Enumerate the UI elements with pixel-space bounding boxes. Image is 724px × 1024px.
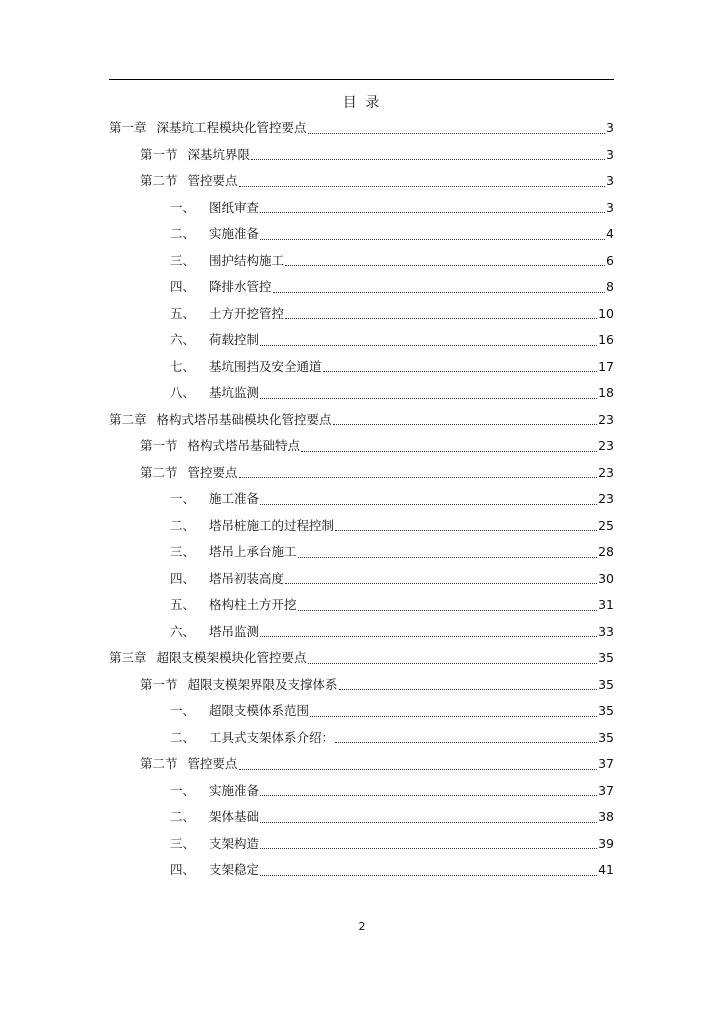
toc-entry-page: 3: [606, 146, 614, 162]
toc-entry-label: [170, 251, 284, 269]
toc-entry-text: 基坑围挡及安全通道: [208, 358, 322, 374]
toc-entry-page: 28: [598, 544, 614, 559]
toc-entry-label: [140, 145, 250, 163]
toc-entry-label: [140, 436, 300, 454]
toc-entry-label: [140, 171, 238, 189]
toc-entry-label: [170, 622, 259, 640]
toc-entry-ordinal: 二、: [170, 809, 196, 824]
toc-entry-text: 图纸审查: [208, 199, 259, 215]
toc-entry-text: 塔吊上承台施工: [208, 544, 297, 559]
toc-entry-page: 41: [598, 862, 614, 877]
toc-entry[interactable]: [170, 277, 614, 297]
toc-dot-leader: [260, 875, 597, 876]
toc-entry-text: 塔吊桩施工的过程控制: [208, 517, 334, 533]
toc-entry-ordinal: 三、: [170, 835, 196, 851]
toc-entry-page: 33: [598, 623, 614, 639]
toc-entry-text: 深基坑工程模块化管控要点: [156, 120, 307, 135]
toc-entry-text: 施工准备: [208, 491, 259, 506]
toc-entry-text: 支架构造: [208, 835, 259, 851]
toc-entry-text: 实施准备: [208, 782, 259, 798]
toc-entry-ordinal: 八、: [170, 385, 196, 400]
toc-entry-label: [170, 516, 334, 534]
toc-dot-leader: [285, 583, 597, 584]
toc-entry-ordinal: 五、: [170, 597, 196, 612]
toc-entry-ordinal: 第一章: [109, 120, 147, 135]
toc-entry-page: 6: [606, 252, 614, 268]
toc-entry[interactable]: [170, 807, 614, 827]
toc-dot-leader: [260, 398, 597, 399]
toc-dot-leader: [310, 716, 597, 717]
toc-entry-page: 35: [598, 650, 614, 665]
toc-entry-page: 35: [598, 676, 614, 692]
toc-dot-leader: [260, 239, 605, 240]
toc-entry-page: 31: [598, 597, 614, 612]
toc-dot-leader: [335, 530, 597, 531]
toc-dot-leader: [260, 345, 597, 346]
toc-entry-label: [109, 648, 307, 666]
toc-entry-ordinal: 四、: [170, 862, 196, 877]
toc-dot-leader: [339, 689, 598, 690]
toc-entry-label: [170, 489, 259, 507]
toc-entry-ordinal: 第一节: [140, 438, 178, 453]
header-rule: [109, 79, 614, 80]
toc-dot-leader: [260, 848, 597, 849]
toc-entry-ordinal: 三、: [170, 544, 196, 559]
toc-entry[interactable]: [170, 781, 614, 801]
toc-entry-text: 格构柱土方开挖: [208, 597, 297, 612]
toc-entry-label: [170, 330, 259, 348]
toc-entry-label: [109, 410, 332, 428]
toc-entry-text: 围护结构施工: [208, 252, 284, 268]
toc-dot-leader: [260, 212, 605, 213]
toc-entry[interactable]: [109, 410, 614, 430]
toc-entry-ordinal: 一、: [170, 703, 196, 718]
toc-entry-page: 4: [606, 226, 614, 241]
toc-entry[interactable]: [170, 701, 614, 721]
toc-entry-label: [170, 807, 259, 825]
toc-dot-leader: [260, 636, 597, 637]
toc-entry-text: 塔吊初装高度: [208, 570, 284, 586]
toc-entry-label: [140, 675, 338, 693]
toc-entry-label: [170, 728, 334, 746]
toc-entry-label: [170, 781, 259, 799]
toc-entry-page: 16: [598, 332, 614, 347]
toc-entry-label: [170, 542, 297, 560]
toc-entry[interactable]: [140, 145, 614, 165]
toc-dot-leader: [251, 159, 605, 160]
toc-entry-ordinal: 第二节: [140, 756, 178, 771]
toc-dot-leader: [260, 822, 597, 823]
toc-entry[interactable]: [140, 754, 614, 774]
toc-entry-page: 23: [598, 491, 614, 506]
toc-entry-page: 35: [598, 703, 614, 718]
toc-entry-ordinal: 二、: [170, 729, 196, 745]
toc-entry-text: 超限支模体系范围: [208, 703, 309, 718]
toc-entry-text: 土方开挖管控: [208, 305, 284, 321]
toc-entry-page: 3: [606, 199, 614, 215]
toc-dot-leader: [260, 795, 597, 796]
toc-dot-leader: [260, 504, 597, 505]
toc-dot-leader: [335, 742, 597, 743]
toc-entry-label: [170, 834, 259, 852]
toc-entry-text: 深基坑界限: [187, 146, 251, 162]
toc-entry-label: [170, 198, 259, 216]
toc-entry-text: 降排水管控: [208, 279, 272, 294]
toc-entry-label: [109, 118, 307, 136]
toc-entry-text: 架体基础: [208, 809, 259, 824]
toc-entry-label: [170, 569, 284, 587]
toc-entry-page: 37: [598, 782, 614, 798]
toc-entry-text: 格构式塔吊基础特点: [187, 438, 301, 453]
toc-dot-leader: [298, 557, 598, 558]
toc-dot-leader: [239, 477, 598, 478]
toc-entry-page: 37: [598, 756, 614, 771]
toc-entry[interactable]: [170, 198, 614, 218]
toc-entry[interactable]: [140, 675, 614, 695]
toc-entry[interactable]: [170, 622, 614, 642]
toc-entry-page: 8: [606, 279, 614, 294]
toc-entry[interactable]: [170, 860, 614, 880]
toc-entry-label: [170, 357, 322, 375]
toc-entry-text: 基坑监测: [208, 385, 259, 400]
toc-entry-label: [170, 383, 259, 401]
toc-entry-page: 39: [598, 835, 614, 851]
toc-entry[interactable]: [109, 118, 614, 138]
toc-entry-ordinal: 一、: [170, 199, 196, 215]
toc-entry-label: [140, 463, 238, 481]
toc-entry[interactable]: [109, 648, 614, 668]
toc-entry-ordinal: 六、: [170, 332, 196, 347]
toc-entry-ordinal: 第一节: [140, 676, 178, 692]
toc-entry-page: 3: [606, 120, 614, 135]
toc-entry-page: 3: [606, 173, 614, 188]
toc-entry[interactable]: [170, 251, 614, 271]
toc-entry[interactable]: [170, 542, 614, 562]
page-number: 2: [358, 920, 366, 933]
toc-entry[interactable]: [140, 171, 614, 191]
toc-entry-ordinal: 四、: [170, 570, 196, 586]
toc-dot-leader: [239, 769, 598, 770]
toc-dot-leader: [285, 265, 605, 266]
toc-entry-page: 18: [598, 385, 614, 400]
toc-entry-label: [170, 304, 284, 322]
toc-entry-text: 超限支模架模块化管控要点: [156, 650, 307, 665]
toc-dot-leader: [239, 186, 605, 187]
toc-entry[interactable]: [170, 383, 614, 403]
toc-dot-leader: [323, 371, 598, 372]
toc-entry[interactable]: [170, 595, 614, 615]
toc-entry-ordinal: 第三章: [109, 650, 147, 665]
toc-dot-leader: [298, 610, 598, 611]
toc-dot-leader: [301, 451, 597, 452]
toc-entry-label: [170, 860, 259, 878]
toc-entry-text: 管控要点: [187, 464, 238, 480]
toc-entry-text: 荷载控制: [208, 332, 259, 347]
toc-entry-ordinal: 六、: [170, 623, 196, 639]
toc-entry[interactable]: [170, 728, 614, 748]
toc-entry-page: 35: [598, 729, 614, 745]
toc-entry-label: [170, 595, 297, 613]
toc-entry-text: 格构式塔吊基础模块化管控要点: [156, 411, 332, 427]
toc-dot-leader: [308, 133, 605, 134]
toc-entry-text: 超限支模架界限及支撑体系: [187, 676, 338, 692]
toc-entry-ordinal: 第二节: [140, 173, 178, 188]
toc-entry-ordinal: 七、: [170, 358, 196, 374]
toc-entry-ordinal: 一、: [170, 782, 196, 798]
toc-title: 目 录: [342, 95, 382, 111]
toc-entry-label: [170, 701, 309, 719]
toc-entry-text: 工具式支架体系介绍：: [208, 729, 334, 745]
toc-entry[interactable]: [170, 330, 614, 350]
toc-entry-text: 支架稳定: [208, 862, 259, 877]
toc-entry-ordinal: 第二节: [140, 464, 178, 480]
toc-entry-label: [170, 224, 259, 242]
toc-entry-page: 30: [598, 570, 614, 586]
toc-entry[interactable]: [170, 834, 614, 854]
toc-entry-text: 管控要点: [187, 173, 238, 188]
toc-entry-label: [170, 277, 272, 295]
toc-entry-ordinal: 第二章: [109, 411, 147, 427]
toc-entry-text: 塔吊监测: [208, 623, 259, 639]
toc-entry-ordinal: 五、: [170, 305, 196, 321]
toc-entry-page: 17: [598, 358, 614, 374]
toc-entry[interactable]: [170, 224, 614, 244]
toc-entry-page: 23: [598, 464, 614, 480]
toc-entry[interactable]: [170, 489, 614, 509]
toc-entry-label: [140, 754, 238, 772]
toc-entry-ordinal: 二、: [170, 226, 196, 241]
toc-entry-page: 10: [598, 305, 614, 321]
toc-dot-leader: [273, 292, 606, 293]
toc-entry-text: 实施准备: [208, 226, 259, 241]
toc-entry[interactable]: [170, 357, 614, 377]
toc-dot-leader: [333, 424, 598, 425]
toc-entry[interactable]: [140, 436, 614, 456]
toc-entry-ordinal: 二、: [170, 517, 196, 533]
toc-entry-text: 管控要点: [187, 756, 238, 771]
toc-entry[interactable]: [170, 304, 614, 324]
toc-entry-page: 23: [598, 411, 614, 427]
toc-entry-page: 23: [598, 438, 614, 453]
toc-entry-ordinal: 第一节: [140, 146, 178, 162]
toc-entry-page: 38: [598, 809, 614, 824]
toc-entry-ordinal: 四、: [170, 279, 196, 294]
toc-entry[interactable]: [140, 463, 614, 483]
toc-entry[interactable]: [170, 516, 614, 536]
toc-entry-ordinal: 三、: [170, 252, 196, 268]
toc-dot-leader: [308, 663, 598, 664]
toc-dot-leader: [285, 318, 597, 319]
toc-entry[interactable]: [170, 569, 614, 589]
toc-entry-page: 25: [598, 517, 614, 533]
toc-entry-ordinal: 一、: [170, 491, 196, 506]
